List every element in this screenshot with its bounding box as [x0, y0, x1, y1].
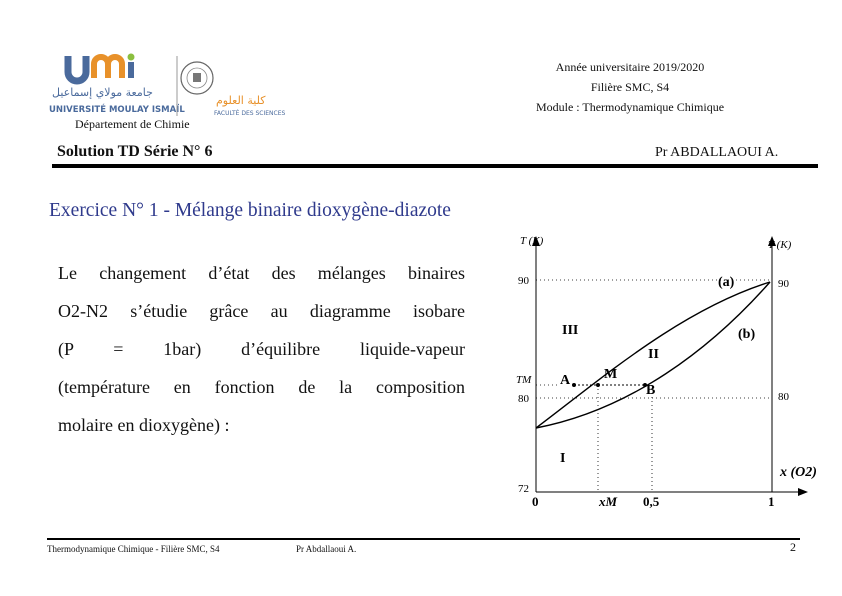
y-tick: 90 [518, 275, 529, 287]
module: Module : Thermodynamique Chimique [535, 100, 725, 114]
curve-b-label: (b) [738, 327, 756, 342]
faculty-name-ar: كلية العلوم [216, 94, 266, 107]
text-line: molaire en dioxygène) : [58, 415, 230, 435]
point-label: B [646, 383, 656, 398]
footer-divider [47, 538, 800, 540]
footer-author: Pr Abdallaoui A. [296, 544, 357, 554]
academic-year: Année universitaire 2019/2020 [555, 60, 705, 74]
x-tick: 0,5 [643, 494, 660, 509]
footer-module: Thermodynamique Chimique - Filière SMC, S4 [47, 544, 220, 554]
header-info [470, 57, 790, 117]
text-line: (P = 1bar) d’équilibre liquide-vapeur [58, 339, 465, 359]
header-logos [44, 52, 286, 122]
point-label: M [604, 367, 618, 382]
text-line: Le changement d’état des mélanges binaires [58, 263, 465, 283]
document-title: Solution TD Série N° 6 [57, 143, 213, 160]
y-tick: 90 [778, 278, 789, 290]
author: Pr ABDALLAOUI A. [655, 145, 779, 160]
curve-a-label: (a) [718, 275, 735, 290]
umi-logo-icon [44, 52, 286, 122]
y-axis-label-left: T (K) [520, 235, 544, 247]
x-axis-label: x (O2) [780, 465, 817, 480]
y-tick: 80 [518, 393, 529, 405]
x-tick: 0 [532, 494, 539, 509]
exercise-text [58, 254, 465, 444]
university-name: UNIVERSITÉ MOULAY ISMAÏL [49, 105, 185, 115]
x-tick: 1 [768, 494, 775, 509]
x-tick: xM [599, 494, 618, 509]
faculty-name: FACULTÉ DES SCIENCES [214, 110, 286, 117]
phase-diagram [480, 230, 820, 530]
header-divider [52, 164, 818, 168]
region-label: II [648, 347, 659, 362]
y-tick: 80 [778, 391, 789, 403]
department-label: Département de Chimie [75, 117, 190, 131]
region-label: I [560, 451, 566, 466]
page-number: 2 [790, 540, 796, 554]
region-label: III [562, 323, 579, 338]
text-line: (température en fonction de la composition [58, 377, 465, 397]
university-name-ar: جامعة مولاي إسماعيل [52, 86, 153, 99]
text-line: O2-N2 s’étudie grâce au diagramme isobare [58, 301, 465, 321]
point-label: A [560, 373, 571, 388]
exercise-title: Exercice N° 1 - Mélange binaire dioxygène-diazote [49, 200, 451, 221]
program: Filière SMC, S4 [590, 80, 670, 94]
y-tick: 72 [518, 483, 529, 495]
tm-label: TM [516, 374, 532, 386]
y-axis-label-right: T (K) [768, 239, 792, 251]
